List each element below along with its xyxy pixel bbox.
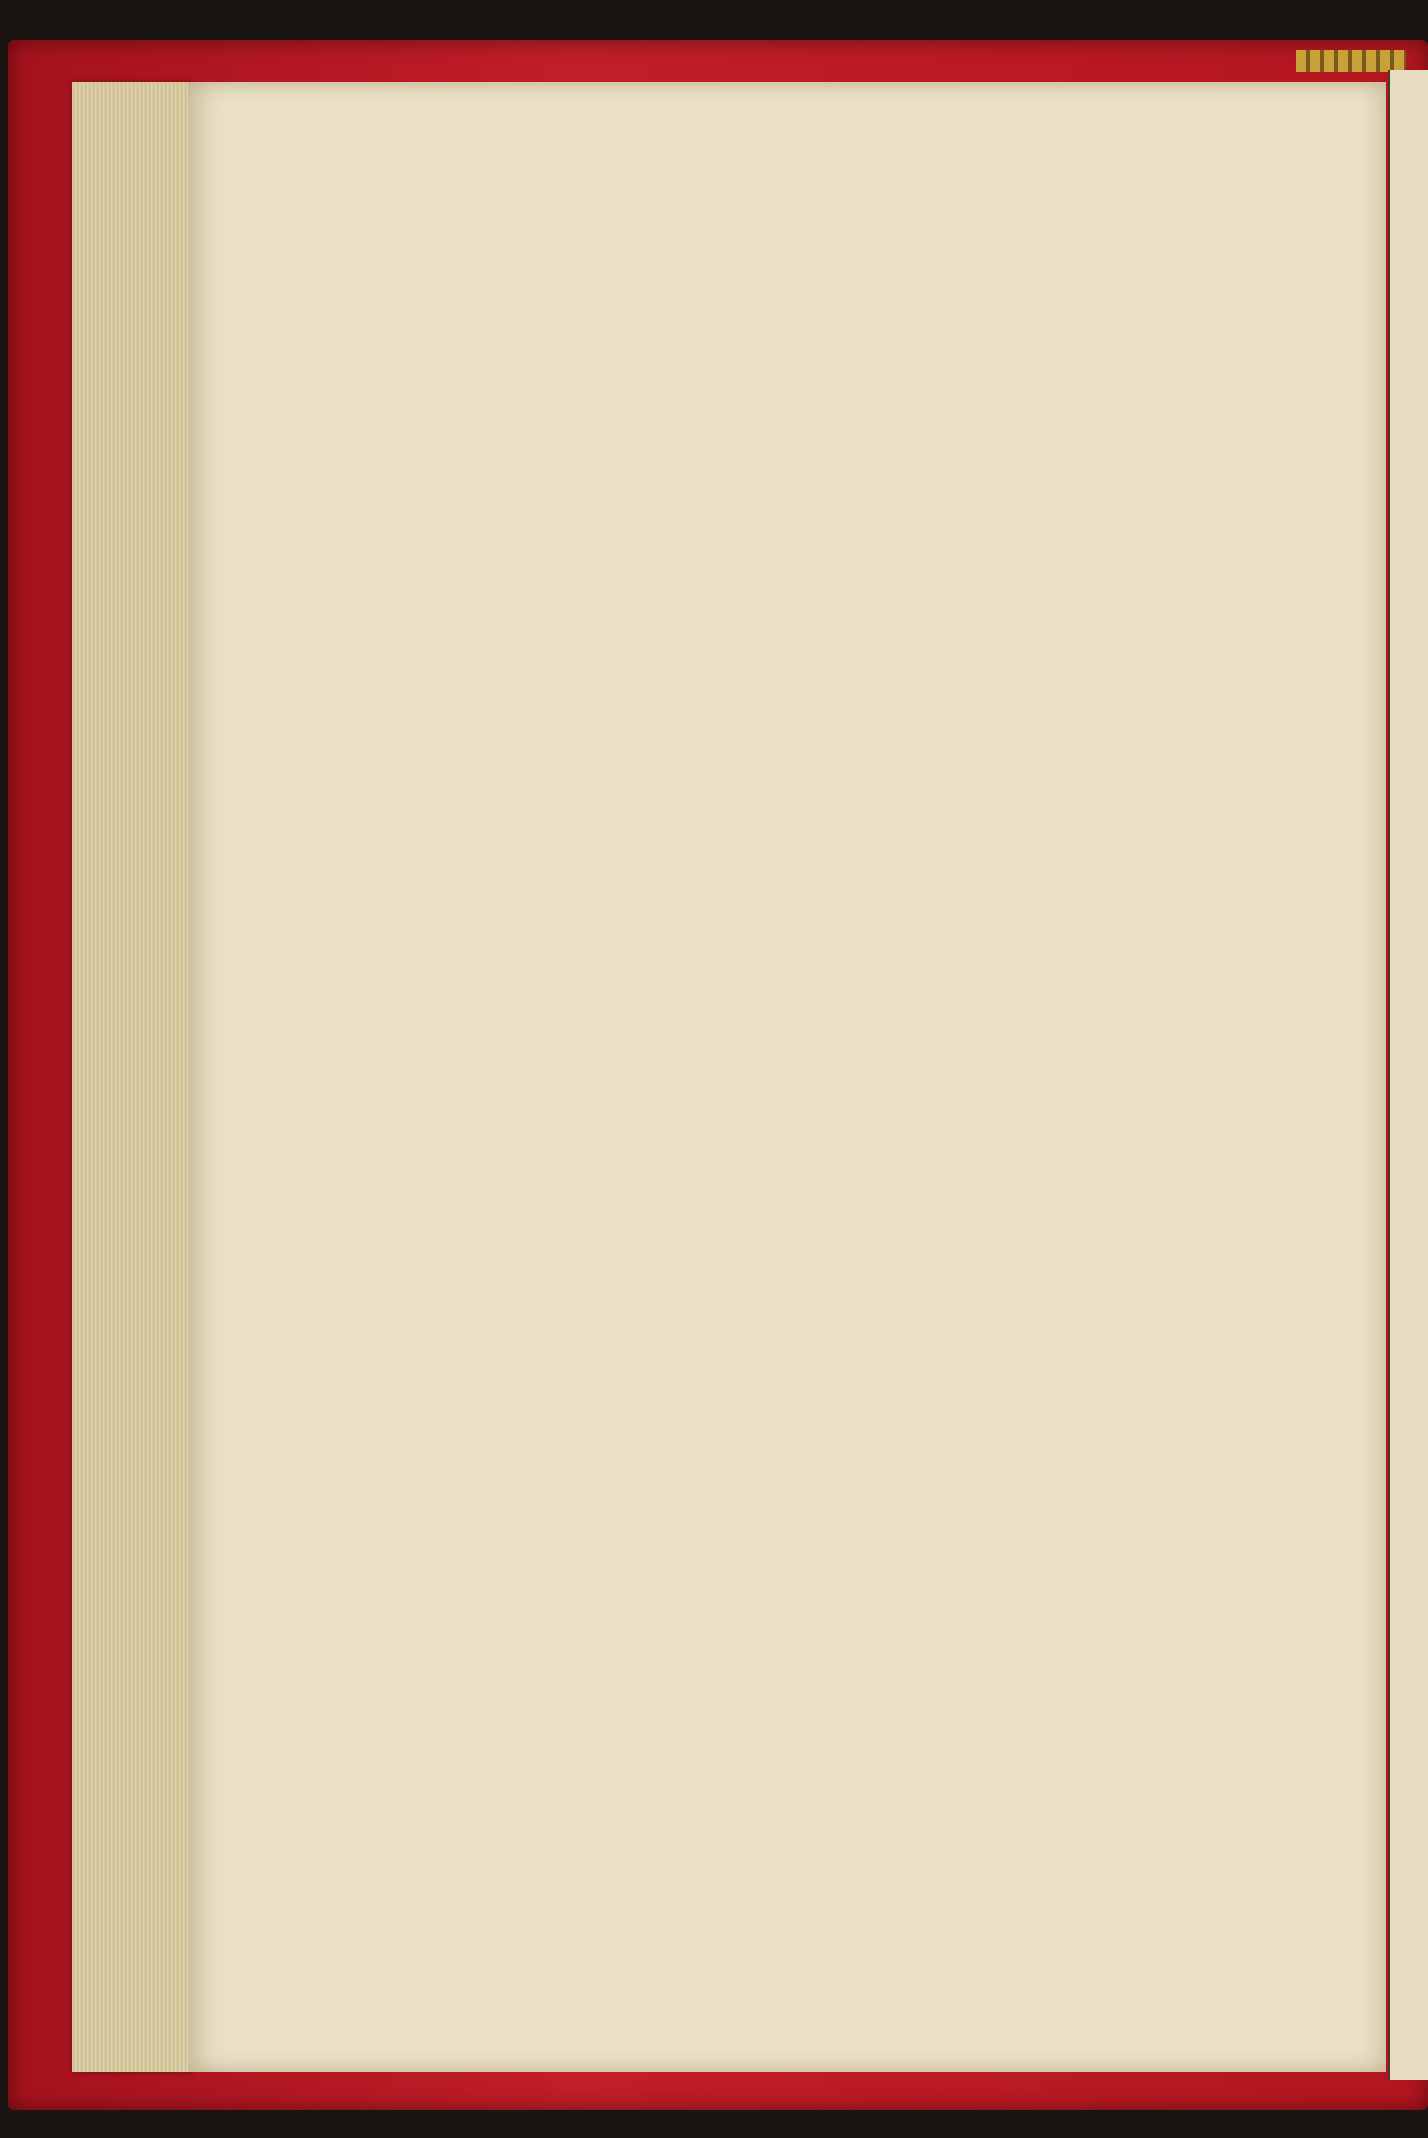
gilt-edge-decoration	[1296, 50, 1406, 72]
adjacent-page-edge	[1388, 70, 1428, 2080]
page-stack-edge	[72, 82, 192, 2072]
book-page	[188, 82, 1386, 2072]
